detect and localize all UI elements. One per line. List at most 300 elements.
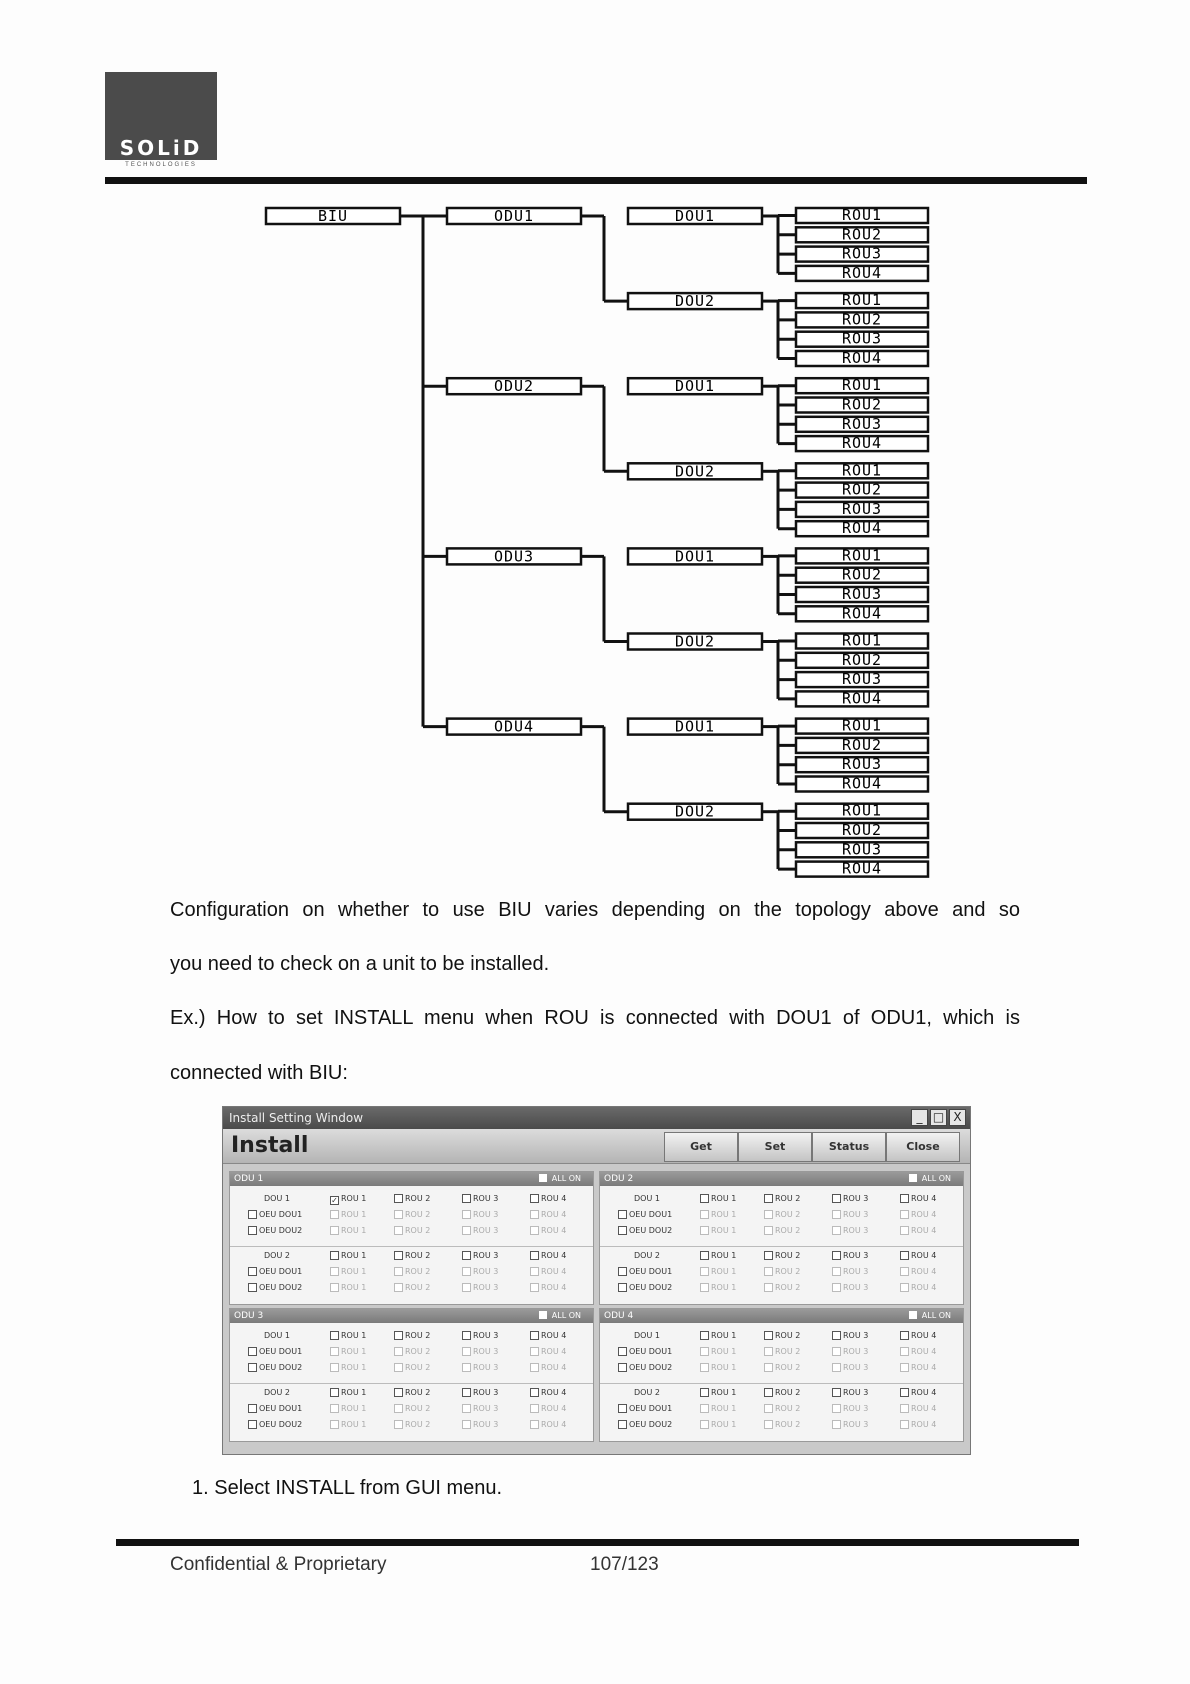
rou-checkbox-disabled <box>900 1363 936 1372</box>
rou-checkbox-disabled <box>530 1283 566 1292</box>
dou-group <box>600 1246 963 1303</box>
rou-label: ROU 3 <box>843 1388 869 1397</box>
rou-label: ROU 4 <box>541 1420 567 1429</box>
rou-checkbox[interactable] <box>832 1251 868 1260</box>
oeu-label: OEU DOU1 <box>629 1267 673 1276</box>
rou-label: ROU 1 <box>341 1363 367 1372</box>
dou-group <box>230 1327 593 1383</box>
rou-label: ROU 1 <box>711 1388 737 1397</box>
rou-label: ROU 2 <box>775 1283 801 1292</box>
rou-checkbox-disabled <box>832 1404 868 1413</box>
rou-label: ROU 4 <box>911 1331 937 1340</box>
rou-label: ROU 1 <box>341 1251 367 1260</box>
dou-label: DOU 2 <box>264 1388 290 1397</box>
rou-checkbox-disabled <box>394 1210 430 1219</box>
rou-label: ROU 4 <box>541 1331 567 1340</box>
odu-node-label: ODU3 <box>493 547 535 566</box>
rou-label: ROU 4 <box>911 1194 937 1203</box>
dou-label: DOU 2 <box>634 1388 660 1397</box>
rou-checkbox[interactable] <box>900 1194 936 1203</box>
odu-node-label: ODU2 <box>493 377 535 396</box>
oeu-checkbox[interactable] <box>618 1267 672 1276</box>
rou-label: ROU 3 <box>843 1404 869 1413</box>
dou-group <box>230 1383 593 1440</box>
oeu-label: OEU DOU1 <box>259 1210 303 1219</box>
rou-checkbox-disabled <box>330 1210 366 1219</box>
rou-checkbox[interactable] <box>330 1194 366 1205</box>
rou-label: ROU 3 <box>843 1283 869 1292</box>
panel-title: ODU 2 <box>604 1174 634 1184</box>
rou-label: ROU 1 <box>341 1194 367 1203</box>
oeu-checkbox[interactable] <box>248 1363 302 1372</box>
rou-label: ROU 2 <box>405 1210 431 1219</box>
odu-node-label: ODU1 <box>493 207 535 225</box>
rou-label: ROU 1 <box>341 1210 367 1219</box>
rou-label: ROU 3 <box>473 1210 499 1219</box>
rou-label: ROU 3 <box>473 1251 499 1260</box>
rou-checkbox-disabled <box>530 1363 566 1372</box>
rou-label: ROU 3 <box>473 1267 499 1276</box>
rou-checkbox-disabled <box>330 1420 366 1429</box>
rou-checkbox-disabled <box>462 1420 498 1429</box>
rou-label: ROU 3 <box>843 1226 869 1235</box>
rou-checkbox-disabled <box>832 1363 868 1372</box>
install-setting-window <box>222 1106 971 1455</box>
rou-checkbox-disabled <box>832 1420 868 1429</box>
rou-checkbox-disabled <box>700 1210 736 1219</box>
rou-label: ROU 1 <box>341 1388 367 1397</box>
oeu-checkbox[interactable] <box>618 1347 672 1356</box>
rou-checkbox[interactable] <box>330 1251 366 1260</box>
dou-node-label: DOU2 <box>674 632 716 651</box>
rou-checkbox-disabled <box>394 1283 430 1292</box>
rou-label: ROU 2 <box>405 1347 431 1356</box>
rou-checkbox-disabled <box>832 1210 868 1219</box>
rou-label: ROU 2 <box>775 1420 801 1429</box>
rou-label: ROU 2 <box>775 1251 801 1260</box>
rou-checkbox[interactable] <box>764 1388 800 1397</box>
rou-checkbox-disabled <box>764 1363 800 1372</box>
dou-label: DOU 2 <box>264 1251 290 1260</box>
rou-checkbox-disabled <box>900 1210 936 1219</box>
rou-label: ROU 4 <box>911 1210 937 1219</box>
oeu-checkbox[interactable] <box>248 1267 302 1276</box>
oeu-checkbox[interactable] <box>248 1283 302 1292</box>
minimize-icon[interactable]: _ <box>911 1109 928 1126</box>
rou-label: ROU 3 <box>473 1347 499 1356</box>
rou-label: ROU 3 <box>843 1210 869 1219</box>
rou-label: ROU 2 <box>775 1226 801 1235</box>
rou-label: ROU 3 <box>843 1194 869 1203</box>
rou-label: ROU 3 <box>473 1420 499 1429</box>
rou-checkbox-disabled <box>394 1347 430 1356</box>
rou-label: ROU 2 <box>405 1283 431 1292</box>
rou-label: ROU 3 <box>473 1404 499 1413</box>
install-heading: Install <box>231 1133 309 1158</box>
odu-panel <box>599 1171 964 1305</box>
rou-label: ROU 1 <box>341 1404 367 1413</box>
rou-label: ROU 1 <box>711 1420 737 1429</box>
rou-checkbox-disabled <box>462 1210 498 1219</box>
rou-node-label: ROU1 <box>841 716 883 735</box>
rou-checkbox[interactable] <box>394 1251 430 1260</box>
rou-label: ROU 1 <box>341 1283 367 1292</box>
rou-label: ROU 1 <box>341 1347 367 1356</box>
rou-checkbox-disabled <box>394 1226 430 1235</box>
rou-checkbox[interactable] <box>764 1194 800 1203</box>
rou-label: ROU 3 <box>473 1194 499 1203</box>
rou-checkbox-disabled <box>900 1267 936 1276</box>
rou-label: ROU 4 <box>911 1404 937 1413</box>
rou-checkbox-disabled <box>330 1347 366 1356</box>
rou-node-label: ROU3 <box>841 840 883 859</box>
rou-label: ROU 2 <box>405 1404 431 1413</box>
rou-label: ROU 3 <box>843 1347 869 1356</box>
rou-checkbox-disabled <box>764 1267 800 1276</box>
rou-node-label: ROU4 <box>841 604 883 623</box>
rou-node-label: ROU3 <box>841 670 883 689</box>
rou-label: ROU 3 <box>473 1283 499 1292</box>
rou-label: ROU 1 <box>341 1267 367 1276</box>
panel-title: ODU 4 <box>604 1311 634 1321</box>
rou-checkbox-disabled <box>700 1347 736 1356</box>
dou-node-label: DOU1 <box>674 207 716 225</box>
footer-rule <box>116 1539 1079 1546</box>
rou-checkbox-disabled <box>832 1226 868 1235</box>
rou-node-label: ROU2 <box>841 395 883 414</box>
rou-checkbox-disabled <box>462 1363 498 1372</box>
rou-checkbox-disabled <box>832 1347 868 1356</box>
oeu-checkbox[interactable] <box>618 1210 672 1219</box>
oeu-label: OEU DOU2 <box>259 1363 303 1372</box>
rou-label: ROU 4 <box>541 1283 567 1292</box>
dou-group <box>600 1190 963 1246</box>
oeu-checkbox[interactable] <box>248 1210 302 1219</box>
rou-label: ROU 1 <box>711 1210 737 1219</box>
rou-checkbox-disabled <box>530 1210 566 1219</box>
rou-label: ROU 4 <box>911 1420 937 1429</box>
panel-header <box>230 1309 593 1323</box>
rou-checkbox[interactable] <box>700 1388 736 1397</box>
rou-label: ROU 3 <box>473 1363 499 1372</box>
dou-node-label: DOU2 <box>674 292 716 311</box>
rou-checkbox[interactable] <box>832 1331 868 1340</box>
rou-checkbox-disabled <box>530 1347 566 1356</box>
rou-label: ROU 4 <box>911 1363 937 1372</box>
rou-checkbox-disabled <box>330 1283 366 1292</box>
rou-checkbox[interactable] <box>394 1388 430 1397</box>
rou-checkbox[interactable] <box>530 1331 566 1340</box>
footer-confidential: Confidential & Proprietary <box>170 1554 387 1575</box>
oeu-checkbox[interactable] <box>618 1404 672 1413</box>
oeu-checkbox[interactable] <box>618 1226 672 1235</box>
rou-checkbox-disabled <box>764 1226 800 1235</box>
rou-label: ROU 4 <box>911 1251 937 1260</box>
rou-checkbox[interactable] <box>462 1251 498 1260</box>
rou-label: ROU 3 <box>843 1267 869 1276</box>
rou-label: ROU 4 <box>911 1388 937 1397</box>
oeu-label: OEU DOU2 <box>629 1363 673 1372</box>
rou-checkbox[interactable] <box>394 1194 430 1203</box>
oeu-checkbox[interactable] <box>618 1420 672 1429</box>
rou-label: ROU 2 <box>405 1226 431 1235</box>
oeu-label: OEU DOU2 <box>629 1226 673 1235</box>
rou-checkbox-disabled <box>764 1283 800 1292</box>
rou-label: ROU 4 <box>541 1267 567 1276</box>
oeu-label: OEU DOU2 <box>259 1420 303 1429</box>
rou-checkbox[interactable] <box>832 1388 868 1397</box>
rou-checkbox[interactable] <box>900 1331 936 1340</box>
rou-checkbox-disabled <box>330 1363 366 1372</box>
rou-node-label: ROU3 <box>841 414 883 433</box>
rou-checkbox[interactable] <box>330 1388 366 1397</box>
rou-checkbox[interactable] <box>764 1331 800 1340</box>
rou-node-label: ROU3 <box>841 329 883 348</box>
dou-group <box>600 1383 963 1440</box>
rou-label: ROU 1 <box>711 1251 737 1260</box>
rou-label: ROU 4 <box>911 1347 937 1356</box>
rou-checkbox-disabled <box>330 1404 366 1413</box>
rou-label: ROU 3 <box>473 1226 499 1235</box>
oeu-checkbox[interactable] <box>248 1404 302 1413</box>
oeu-label: OEU DOU1 <box>259 1404 303 1413</box>
rou-label: ROU 1 <box>711 1347 737 1356</box>
rou-checkbox[interactable] <box>900 1388 936 1397</box>
dou-node-label: DOU2 <box>674 462 716 481</box>
rou-label: ROU 1 <box>711 1283 737 1292</box>
rou-checkbox-disabled <box>394 1404 430 1413</box>
rou-checkbox-disabled <box>462 1283 498 1292</box>
all-on-checkbox[interactable]: ALL ON <box>539 1309 581 1323</box>
rou-checkbox-disabled <box>462 1404 498 1413</box>
status-button[interactable]: Status <box>812 1132 886 1162</box>
rou-checkbox-disabled <box>462 1226 498 1235</box>
rou-label: ROU 2 <box>405 1420 431 1429</box>
rou-label: ROU 2 <box>775 1210 801 1219</box>
oeu-checkbox[interactable] <box>248 1420 302 1429</box>
all-on-checkbox[interactable]: ALL ON <box>909 1172 951 1186</box>
rou-node-label: ROU3 <box>841 585 883 603</box>
rou-label: ROU 2 <box>775 1388 801 1397</box>
oeu-checkbox[interactable] <box>248 1226 302 1235</box>
rou-label: ROU 1 <box>711 1404 737 1413</box>
dou-label: DOU 2 <box>634 1251 660 1260</box>
oeu-label: OEU DOU2 <box>629 1420 673 1429</box>
rou-checkbox-disabled <box>900 1347 936 1356</box>
rou-node-label: ROU1 <box>841 801 883 820</box>
rou-label: ROU 2 <box>405 1331 431 1340</box>
rou-node-label: ROU4 <box>841 689 883 708</box>
rou-label: ROU 4 <box>541 1194 567 1203</box>
rou-label: ROU 4 <box>541 1347 567 1356</box>
panel-title: ODU 3 <box>234 1311 264 1321</box>
rou-label: ROU 2 <box>405 1388 431 1397</box>
all-on-checkbox[interactable]: ALL ON <box>539 1172 581 1186</box>
rou-checkbox[interactable] <box>462 1388 498 1397</box>
rou-label: ROU 1 <box>711 1363 737 1372</box>
rou-label: ROU 1 <box>711 1331 737 1340</box>
odu-node-label: ODU4 <box>493 717 535 736</box>
rou-checkbox-disabled <box>700 1267 736 1276</box>
page-number: 107/123 <box>590 1554 659 1575</box>
rou-checkbox-disabled <box>700 1420 736 1429</box>
get-button[interactable]: Get <box>664 1132 738 1162</box>
rou-label: ROU 4 <box>911 1226 937 1235</box>
rou-node-label: ROU4 <box>841 519 883 538</box>
rou-checkbox[interactable] <box>900 1251 936 1260</box>
panel-title: ODU 1 <box>234 1174 264 1184</box>
rou-node-label: ROU2 <box>841 735 883 754</box>
logo-brand: SOLiD <box>119 136 203 160</box>
rou-label: ROU 4 <box>911 1283 937 1292</box>
rou-label: ROU 3 <box>473 1388 499 1397</box>
rou-checkbox-disabled <box>764 1347 800 1356</box>
dou-node-label: DOU1 <box>674 377 716 396</box>
close-button[interactable]: Close <box>886 1132 960 1162</box>
odu-panel <box>229 1308 594 1442</box>
oeu-checkbox[interactable] <box>248 1347 302 1356</box>
rou-label: ROU 2 <box>775 1331 801 1340</box>
rou-checkbox-disabled <box>462 1267 498 1276</box>
rou-label: ROU 3 <box>843 1420 869 1429</box>
rou-label: ROU 1 <box>711 1226 737 1235</box>
rou-node-label: ROU1 <box>841 631 883 650</box>
rou-label: ROU 4 <box>911 1267 937 1276</box>
rou-node-label: ROU3 <box>841 755 883 774</box>
rou-checkbox-disabled <box>900 1226 936 1235</box>
oeu-label: OEU DOU1 <box>629 1404 673 1413</box>
rou-node-label: ROU4 <box>841 263 883 282</box>
rou-checkbox-disabled <box>462 1347 498 1356</box>
rou-checkbox-disabled <box>700 1226 736 1235</box>
rou-checkbox[interactable] <box>530 1251 566 1260</box>
dou-label: DOU 1 <box>634 1331 660 1340</box>
window-titlebar <box>223 1107 970 1129</box>
dou-group <box>230 1190 593 1246</box>
window-title: Install Setting Window <box>229 1111 364 1125</box>
rou-checkbox-disabled <box>764 1210 800 1219</box>
rou-checkbox-disabled <box>832 1283 868 1292</box>
rou-label: ROU 2 <box>775 1267 801 1276</box>
step-instruction: 1. Select INSTALL from GUI menu. <box>192 1477 503 1499</box>
rou-label: ROU 1 <box>711 1194 737 1203</box>
rou-checkbox-disabled <box>530 1420 566 1429</box>
rou-checkbox[interactable] <box>700 1194 736 1203</box>
rou-checkbox-disabled <box>394 1420 430 1429</box>
panel-header <box>600 1309 963 1323</box>
rou-label: ROU 3 <box>843 1363 869 1372</box>
rou-checkbox-disabled <box>700 1283 736 1292</box>
rou-checkbox[interactable] <box>530 1388 566 1397</box>
dou-node-label: DOU1 <box>674 717 716 736</box>
oeu-checkbox[interactable] <box>618 1283 672 1292</box>
rou-checkbox[interactable] <box>530 1194 566 1203</box>
oeu-checkbox[interactable] <box>618 1363 672 1372</box>
rou-label: ROU 2 <box>775 1347 801 1356</box>
all-on-checkbox[interactable]: ALL ON <box>909 1309 951 1323</box>
rou-label: ROU 2 <box>405 1194 431 1203</box>
paragraph-line: connected with BIU: <box>170 1062 348 1084</box>
biu-node-label: BIU <box>317 207 349 225</box>
install-toolbar <box>223 1129 970 1164</box>
rou-checkbox[interactable] <box>700 1331 736 1340</box>
rou-label: ROU 1 <box>711 1267 737 1276</box>
rou-node-label: ROU2 <box>841 480 883 499</box>
rou-checkbox-disabled <box>900 1420 936 1429</box>
rou-node-label: ROU2 <box>841 310 883 329</box>
rou-label: ROU 4 <box>541 1404 567 1413</box>
rou-node-label: ROU4 <box>841 859 883 878</box>
rou-label: ROU 1 <box>341 1226 367 1235</box>
rou-checkbox-disabled <box>900 1283 936 1292</box>
odu-panels <box>229 1171 964 1449</box>
rou-checkbox[interactable] <box>700 1251 736 1260</box>
rou-label: ROU 1 <box>341 1331 367 1340</box>
rou-checkbox[interactable] <box>462 1331 498 1340</box>
paragraph-line: Configuration on whether to use BIU varies depending on the topology above and so <box>170 899 1020 921</box>
rou-checkbox[interactable] <box>462 1194 498 1203</box>
rou-node-label: ROU1 <box>841 461 883 480</box>
rou-checkbox[interactable] <box>764 1251 800 1260</box>
panel-header <box>600 1172 963 1186</box>
set-button[interactable]: Set <box>738 1132 812 1162</box>
rou-checkbox-disabled <box>764 1420 800 1429</box>
rou-label: ROU 3 <box>473 1331 499 1340</box>
rou-label: ROU 4 <box>541 1251 567 1260</box>
rou-node-label: ROU2 <box>841 650 883 669</box>
paragraph-line: you need to check on a unit to be installed. <box>170 953 550 975</box>
rou-node-label: ROU4 <box>841 434 883 453</box>
odu-panel <box>229 1171 594 1305</box>
maximize-icon[interactable]: □ <box>930 1109 947 1126</box>
rou-node-label: ROU4 <box>841 349 883 367</box>
rou-checkbox-disabled <box>330 1226 366 1235</box>
rou-label: ROU 1 <box>341 1420 367 1429</box>
rou-checkbox-disabled <box>530 1267 566 1276</box>
rou-label: ROU 2 <box>405 1251 431 1260</box>
rou-label: ROU 3 <box>843 1331 869 1340</box>
rou-label: ROU 4 <box>541 1388 567 1397</box>
paragraph-line: Ex.) How to set INSTALL menu when ROU is connected with DOU1 of ODU1, which is <box>170 1007 1020 1029</box>
rou-checkbox-disabled <box>832 1267 868 1276</box>
dou-node-label: DOU2 <box>674 802 716 821</box>
rou-label: ROU 4 <box>541 1210 567 1219</box>
oeu-label: OEU DOU1 <box>259 1347 303 1356</box>
oeu-label: OEU DOU2 <box>259 1283 303 1292</box>
dou-group <box>230 1246 593 1303</box>
dou-label: DOU 1 <box>634 1194 660 1203</box>
rou-checkbox[interactable] <box>394 1331 430 1340</box>
rou-label: ROU 2 <box>405 1363 431 1372</box>
oeu-label: OEU DOU2 <box>259 1226 303 1235</box>
rou-checkbox-disabled <box>700 1363 736 1372</box>
close-icon[interactable]: X <box>949 1109 966 1126</box>
rou-checkbox[interactable] <box>832 1194 868 1203</box>
rou-checkbox-disabled <box>330 1267 366 1276</box>
rou-node-label: ROU1 <box>841 291 883 310</box>
oeu-label: OEU DOU1 <box>629 1347 673 1356</box>
rou-label: ROU 2 <box>775 1363 801 1372</box>
dou-group <box>600 1327 963 1383</box>
rou-node-label: ROU1 <box>841 206 883 224</box>
oeu-label: OEU DOU1 <box>259 1267 303 1276</box>
oeu-label: OEU DOU2 <box>629 1283 673 1292</box>
rou-checkbox-disabled <box>700 1404 736 1413</box>
rou-checkbox-disabled <box>764 1404 800 1413</box>
rou-checkbox-disabled <box>900 1404 936 1413</box>
rou-label: ROU 4 <box>541 1226 567 1235</box>
rou-checkbox[interactable] <box>330 1331 366 1340</box>
